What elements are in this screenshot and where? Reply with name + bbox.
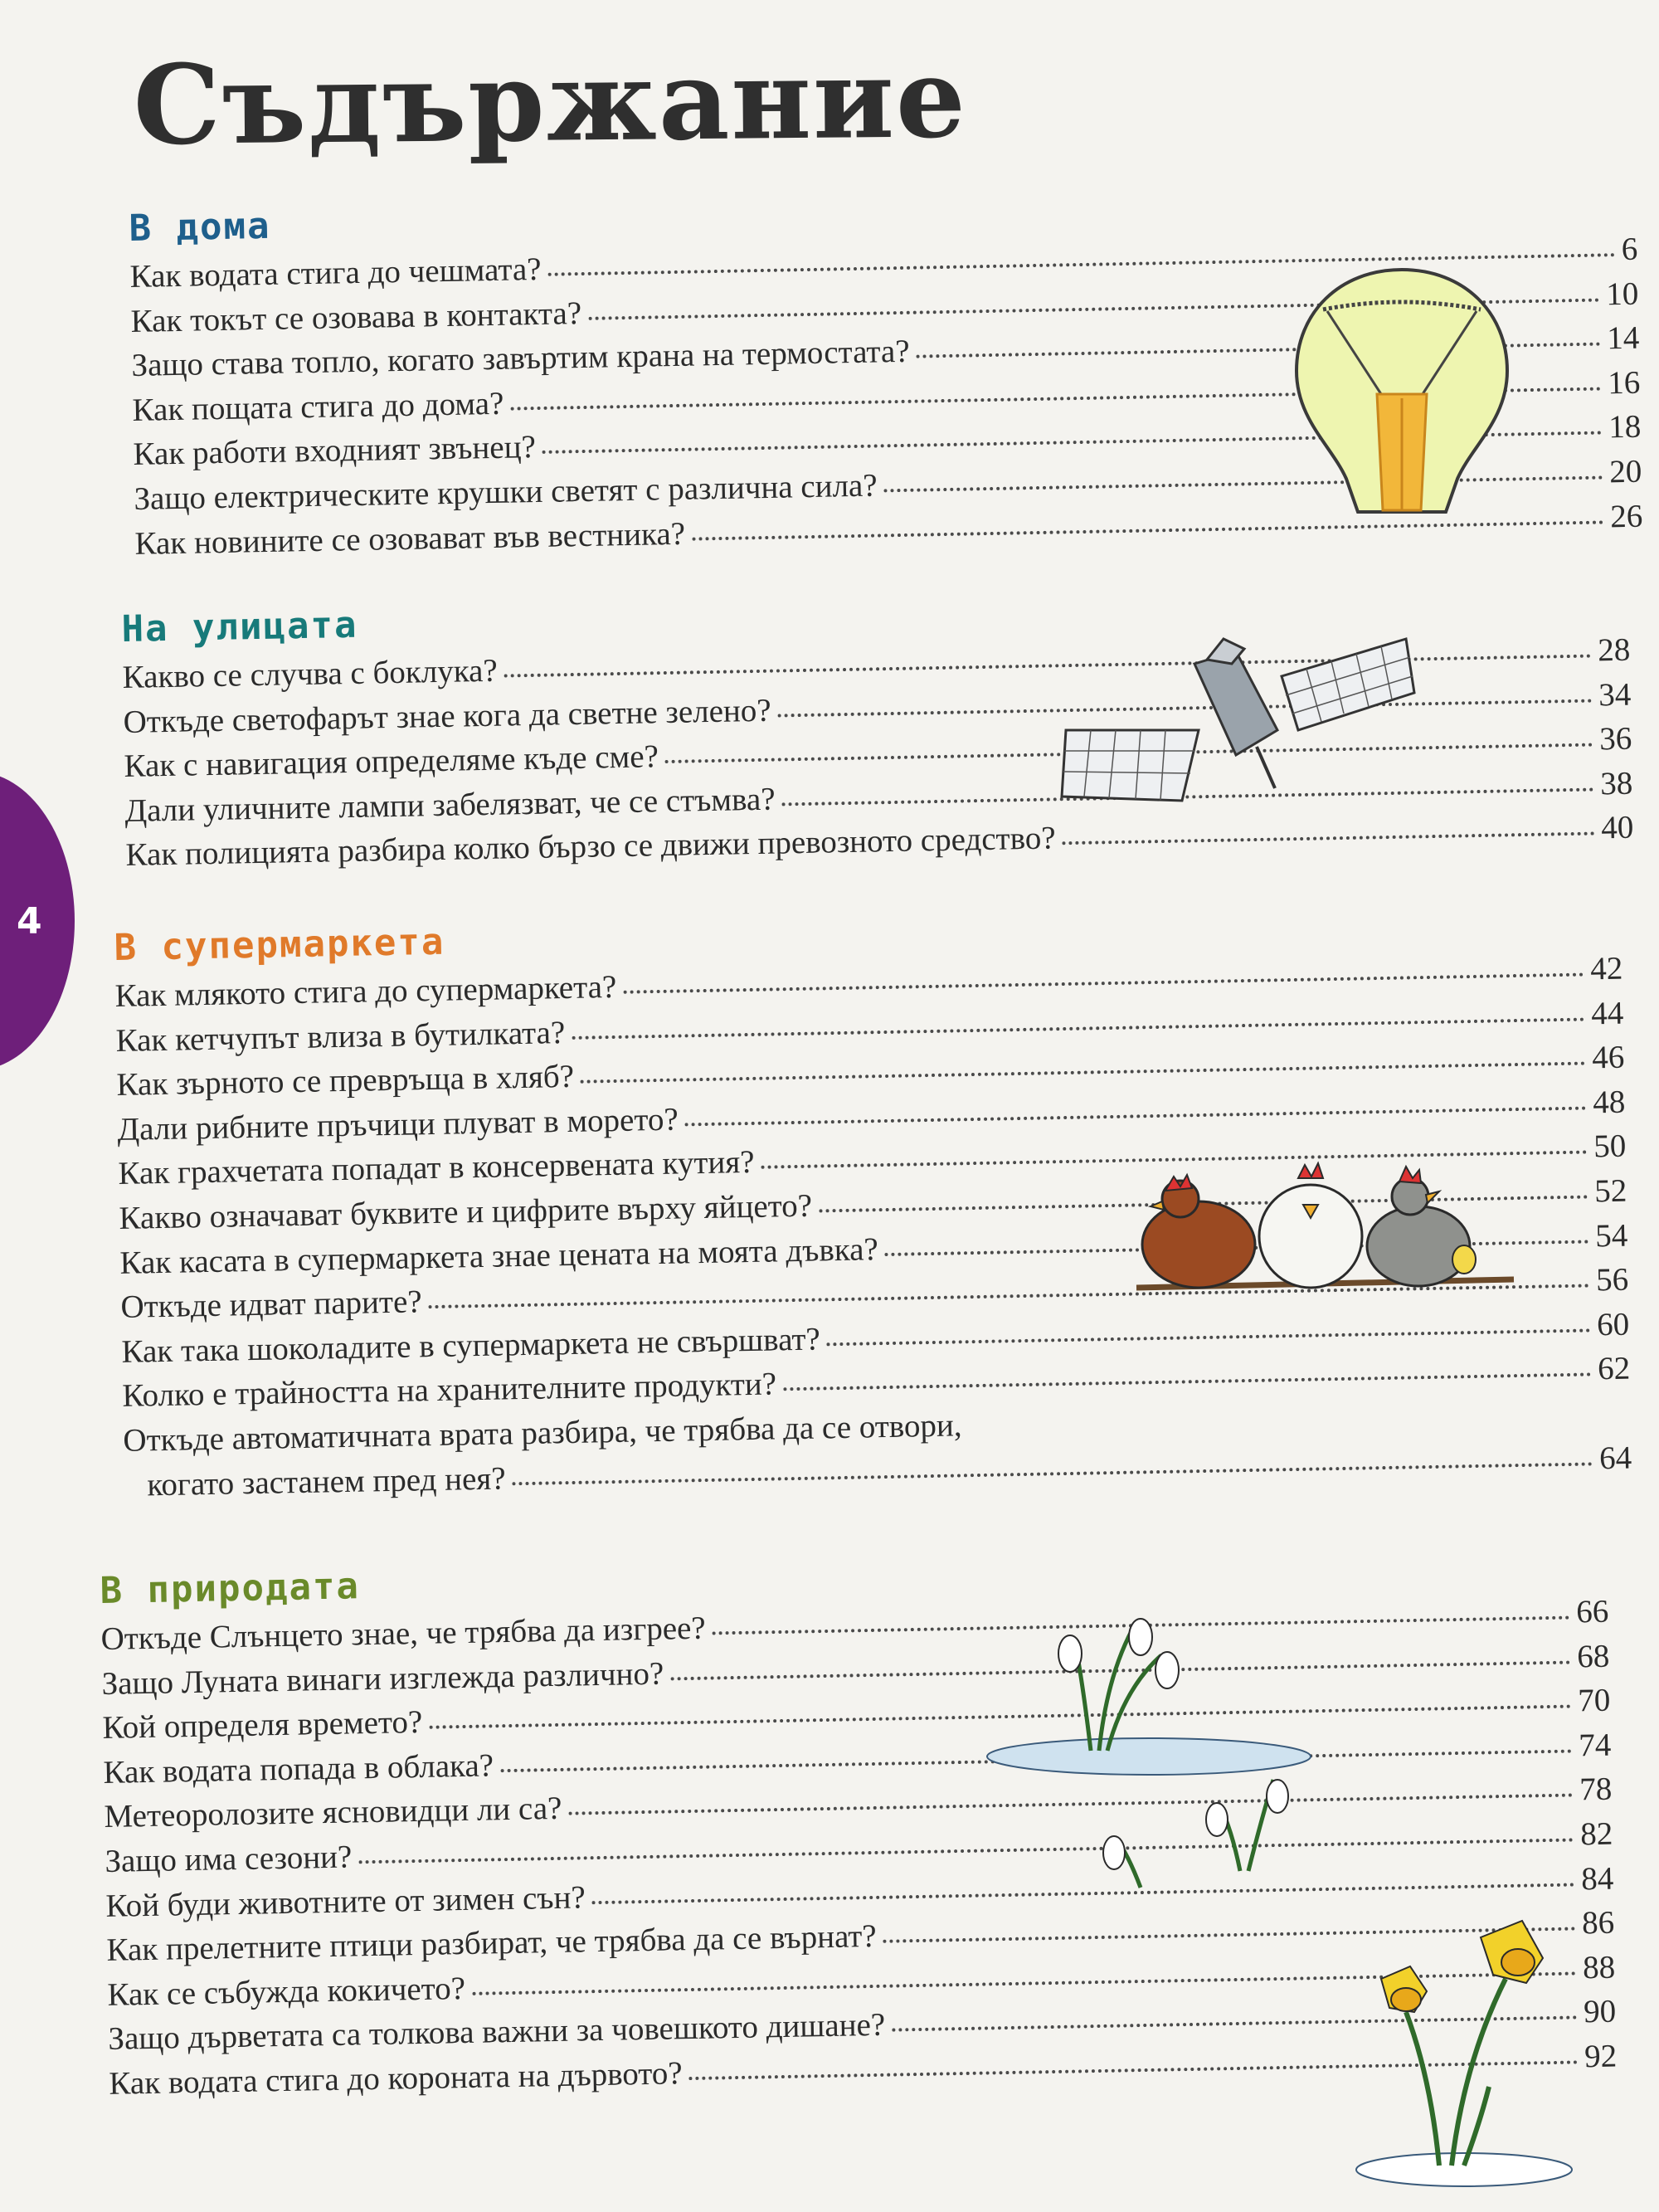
dot-leader <box>685 1106 1587 1126</box>
toc-entry-title: Как пощата стига до дома? <box>132 385 504 428</box>
toc-entry-page-number: 50 <box>1593 1128 1627 1165</box>
toc-entry-page-number: 42 <box>1589 950 1623 987</box>
toc-entry-page-number: 82 <box>1579 1815 1613 1853</box>
toc-entry-page-number: 44 <box>1590 995 1624 1031</box>
toc-entry-page-number: 48 <box>1592 1084 1626 1121</box>
toc-entry-page-number: 38 <box>1599 765 1633 802</box>
toc-entry-title: Как кетчупът влиза в бутилката? <box>115 1014 566 1059</box>
toc-entry-title: Откъде Слънцето знае, че трябва да изгрее? <box>100 1610 707 1657</box>
toc-entry-title: Защо става топло, когато завъртим крана на термостата? <box>131 333 910 384</box>
toc-entry-title: Откъде идват парите? <box>120 1284 422 1326</box>
dot-leader <box>513 1462 1593 1485</box>
toc-entry-page-number: 60 <box>1596 1306 1630 1343</box>
dot-leader <box>692 520 1603 540</box>
toc-entry-title: Откъде автоматичната врата разбира, че трябва да се отвори, <box>123 1407 962 1459</box>
toc-entry-title: Как с навигация определяме къде сме? <box>124 738 659 785</box>
toc-entry-title: Защо дърветата са толкова важни за човешкото дишане? <box>108 2007 886 2058</box>
toc-entry-title: Как млякото стига до супермаркета? <box>114 968 617 1014</box>
toc-entry-title: Как касата в супермаркета знае цената на моята дъвка? <box>119 1230 879 1281</box>
toc-entry-title: Как водата попада в облака? <box>103 1747 494 1791</box>
toc-entry-page-number: 78 <box>1579 1771 1613 1808</box>
snowdrops-illustration <box>983 1589 1365 1912</box>
toc-entry-page-number: 26 <box>1609 498 1643 534</box>
toc-entry-page-number: 90 <box>1583 1993 1617 2030</box>
toc-entry-title: Как грахчетата попадат в консервената кутия? <box>118 1144 755 1192</box>
section-title-supermarket: В супермаркета <box>114 920 445 969</box>
toc-entry-title: Как прелетните птици разбират, че трябва да се върнат? <box>106 1918 878 1969</box>
toc-entry-page-number: 88 <box>1582 1949 1616 1986</box>
toc-entry-title: Какво се случва с боклука? <box>122 652 499 695</box>
toc-entry-title: Как водата стига до чешмата? <box>129 251 542 295</box>
toc-entry-title: Дали рибните пръчици плуват в морето? <box>117 1101 679 1147</box>
section-title-street: На улицата <box>121 603 358 650</box>
page-title: Съдържание <box>133 34 968 170</box>
dot-leader <box>1063 832 1595 845</box>
toc-entry-title: Как работи входният звънец? <box>133 429 537 473</box>
toc-entry-page-number: 92 <box>1584 2038 1618 2075</box>
toc-entry-title: Как зърното се превръща в хляб? <box>116 1059 575 1104</box>
chickens-illustration <box>1132 1153 1518 1303</box>
toc-entry-title: Кой определя времето? <box>102 1704 423 1747</box>
toc-entry-page-number: 64 <box>1598 1440 1632 1476</box>
toc-entry-page-number: 70 <box>1577 1682 1611 1719</box>
toc-entry-title: Откъде светофарът знае кога да светне зелено? <box>123 692 771 740</box>
toc-entry-page-number: 66 <box>1575 1593 1609 1630</box>
toc-entry-page-number: 6 <box>1621 231 1638 268</box>
toc-entry-title: Как новините се озовават във вестника? <box>134 515 686 562</box>
toc-entry-title: Какво означават буквите и цифрите върху яйцето? <box>119 1187 813 1236</box>
toc-entry-title: Колко е трайността на хранителните продукти? <box>122 1366 777 1415</box>
toc-entry-page-number: 16 <box>1607 364 1641 402</box>
toc-entry-page-number: 28 <box>1597 631 1631 669</box>
page-number: 4 <box>17 900 42 943</box>
satellite-illustration <box>1058 631 1431 813</box>
toc-entry-title: Как така шоколадите в супермаркета не свършват? <box>121 1321 821 1370</box>
dot-leader <box>572 1017 1584 1039</box>
daffodils-illustration <box>1348 1888 1576 2195</box>
light-bulb-illustration <box>1282 261 1522 519</box>
toc-entry-page-number: 14 <box>1606 319 1640 357</box>
toc-entry-page-number: 40 <box>1600 810 1634 846</box>
toc-entry-page-number: 46 <box>1591 1039 1625 1076</box>
toc-entry-page-number: 34 <box>1598 676 1632 713</box>
dot-leader <box>827 1328 1591 1346</box>
toc-entry-title: Как полицията разбира колко бързо се движи превозното средство? <box>125 820 1056 874</box>
toc-entry-page-number: 86 <box>1581 1904 1615 1942</box>
toc-entry-page-number: 54 <box>1594 1217 1628 1254</box>
toc-entry-page-number: 74 <box>1578 1727 1612 1764</box>
toc-entry-page-number: 52 <box>1593 1172 1627 1210</box>
toc-entry-title: Как водата стига до короната на дървото? <box>109 2055 683 2102</box>
toc-entry-title: Дали уличните лампи забелязват, че се стъмва? <box>124 781 776 829</box>
toc-entry-title: Метеоролозите ясновидци ли са? <box>104 1791 562 1835</box>
dot-leader <box>783 1373 1591 1391</box>
section-title-nature: В природата <box>100 1565 361 1612</box>
toc-entry-page-number: 10 <box>1605 275 1639 312</box>
toc-entry-page-number: 84 <box>1580 1860 1614 1897</box>
toc-entry-page-number: 18 <box>1608 409 1642 446</box>
toc-entry-page-number: 62 <box>1597 1350 1631 1387</box>
toc-entry-title: Защо електрическите крушки светят с различна сила? <box>134 467 878 517</box>
dot-leader <box>581 1062 1585 1084</box>
toc-entry-title: Кой буди животните от зимен сън? <box>105 1878 586 1924</box>
dot-leader <box>623 973 1584 994</box>
toc-entry-title: Как се събужда кокичето? <box>107 1970 466 2013</box>
toc-entry-title: когато застанем пред нея? <box>147 1459 506 1503</box>
toc-entry-title: Как токът се озовава в контакта? <box>130 295 582 339</box>
toc-entry-page-number: 20 <box>1608 453 1642 490</box>
toc-entry-page-number: 36 <box>1598 720 1632 758</box>
toc-entry-title: Защо Луната винаги изглежда различно? <box>101 1655 664 1702</box>
toc-entry-page-number: 56 <box>1595 1261 1629 1298</box>
toc-entry-page-number: 68 <box>1576 1638 1610 1674</box>
toc-entry-title: Защо има сезони? <box>105 1839 353 1879</box>
section-title-home: В дома <box>129 204 271 250</box>
